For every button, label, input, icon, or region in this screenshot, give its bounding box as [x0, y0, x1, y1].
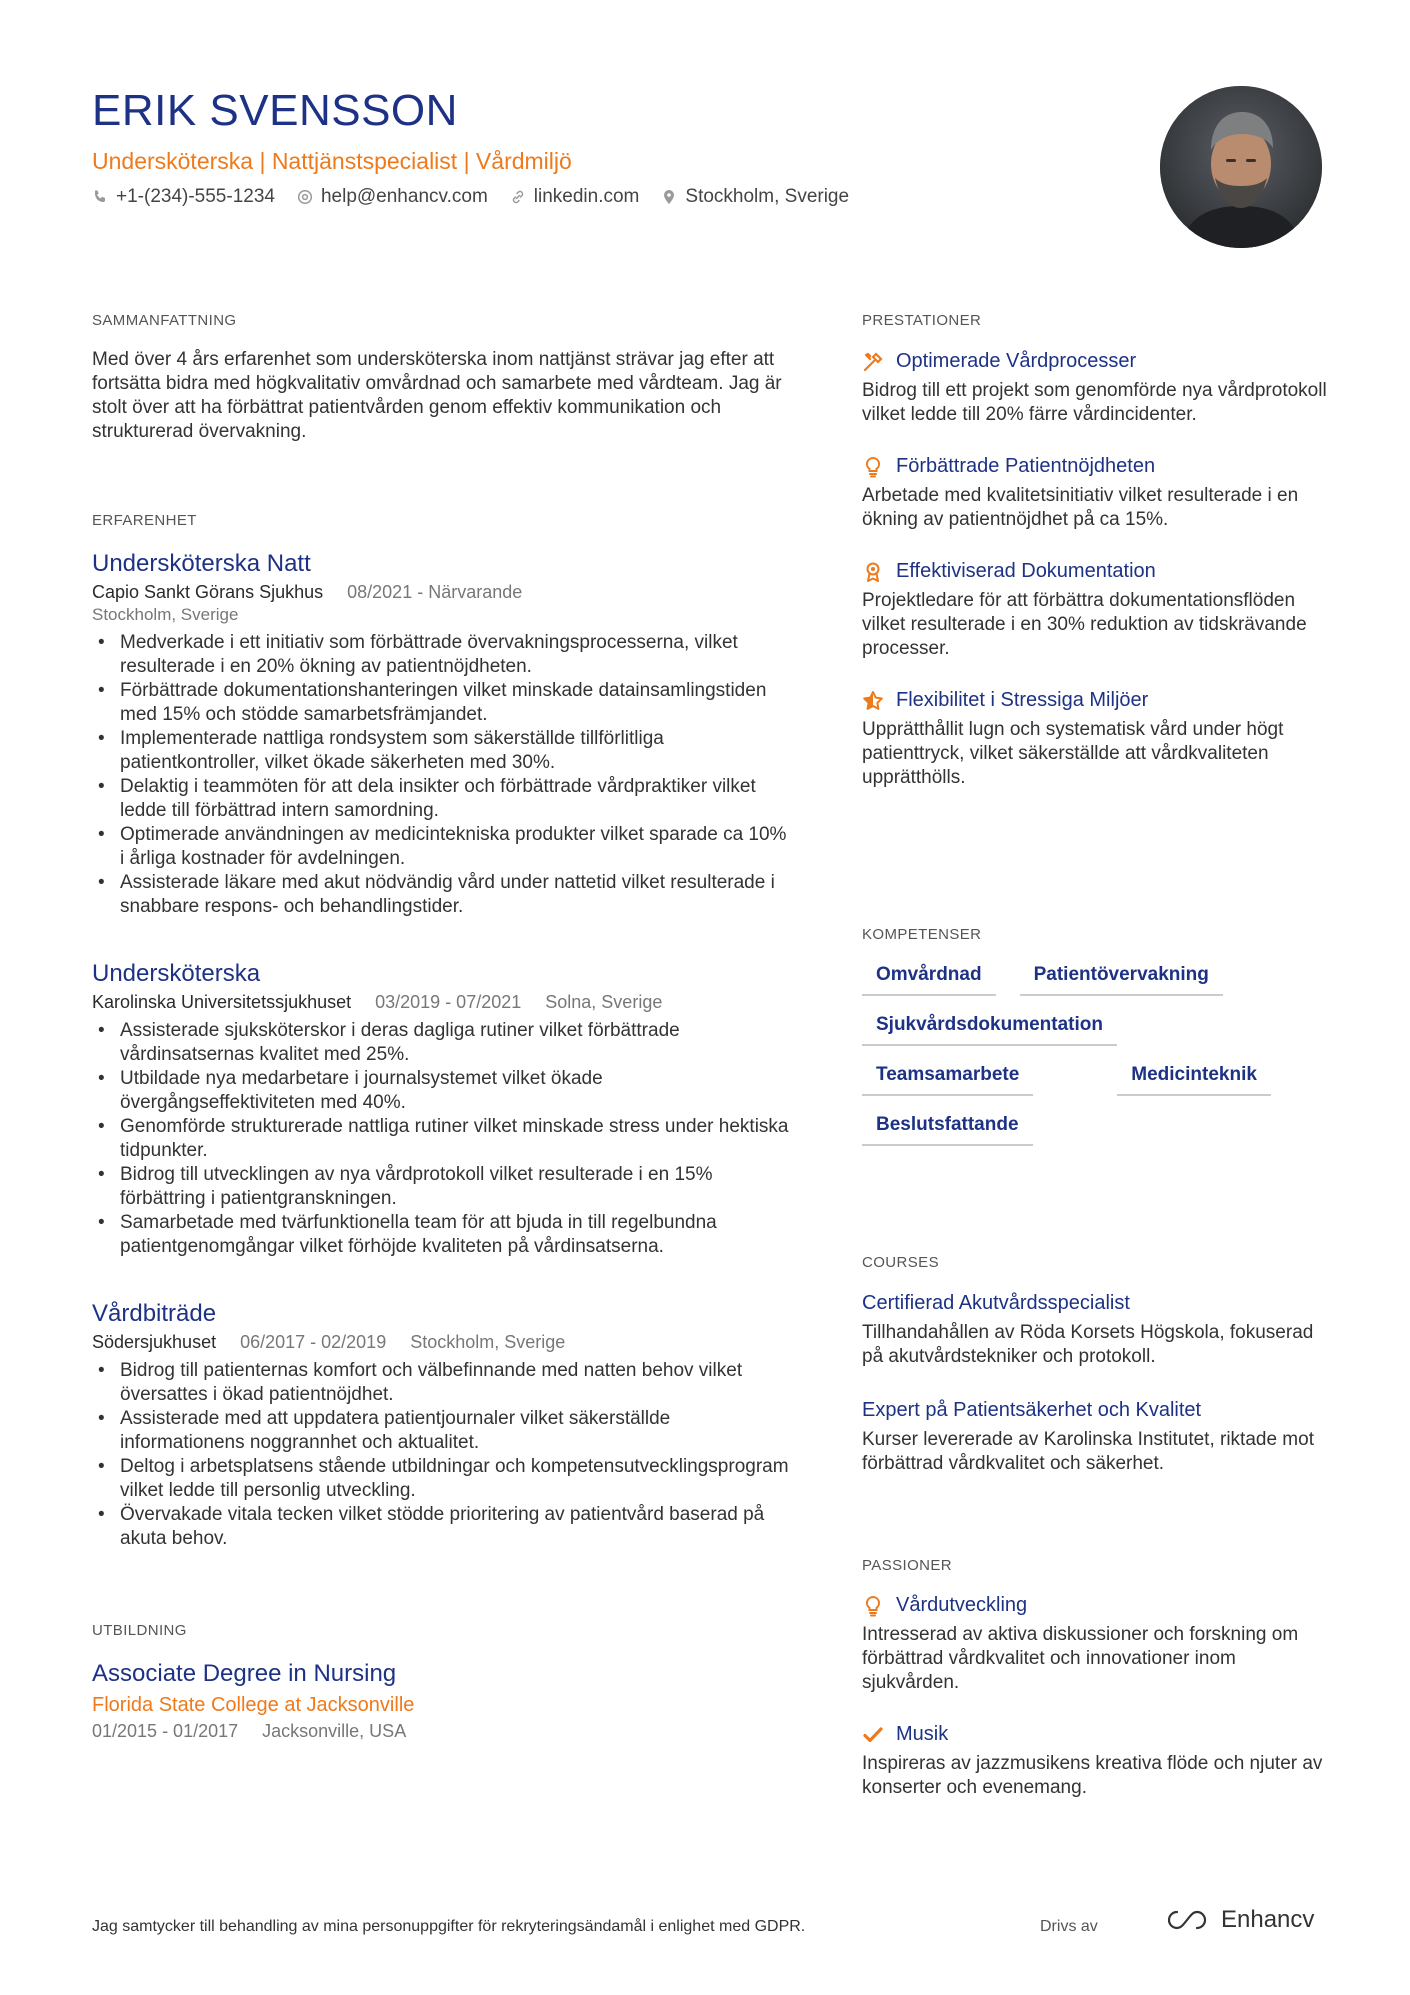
achievement-item: [862, 455, 1332, 532]
contact-phone[interactable]: [92, 186, 275, 208]
job-location: Stockholm, Sverige: [410, 1332, 566, 1352]
achievement-text: Projektledare för att förbättra dokumentationsflöden vilket resulterade i en 30% reduktion av tidskrävande processer.: [862, 590, 1307, 659]
job-bullets: [92, 1359, 792, 1551]
contact-email-text: help@enhancv.com: [320, 186, 488, 207]
job-entry: [92, 960, 792, 1259]
lightbulb-icon: [862, 456, 884, 478]
job-company: Södersjukhuset: [92, 1332, 217, 1352]
achievement-text: Upprätthållit lugn och systematisk vård under högt patienttryck, vilket säkerställde att vårdkvaliteten upprätthölls.: [862, 719, 1284, 788]
passion-item: [862, 1594, 1332, 1695]
passion-header: [862, 1594, 1332, 1617]
achievement-title: Flexibilitet i Stressiga Miljöer: [896, 689, 1149, 711]
job-bullet: • Förbättrade dokumentationshanteringen vilket minskade datainsamlingstiden med 15% och stödde samarbetsfrämjandet.: [92, 679, 792, 727]
skill-tag: Omvårdnad: [862, 964, 996, 996]
job-bullet: • Bidrog till utvecklingen av nya vårdprotokoll vilket resulterade i en 15% förbättring i patientgranskningen.: [92, 1163, 792, 1211]
job-dates: 06/2017 - 02/2019: [240, 1332, 387, 1352]
job-dates: 03/2019 - 07/2021: [375, 992, 522, 1012]
powered-by-label: Drivs av: [1040, 1918, 1098, 1935]
degree-title: Associate Degree in Nursing: [92, 1660, 397, 1687]
courses-heading: COURSES: [862, 1254, 939, 1271]
job-company: Karolinska Universitetssjukhuset: [92, 992, 352, 1012]
job-bullet: • Delaktig i teammöten för att dela insikter och förbättrade vårdpraktiker vilket ledde till förbättrad intern samordning.: [92, 775, 792, 823]
contact-email[interactable]: [297, 186, 488, 208]
achievement-item: [862, 350, 1332, 427]
contact-row: [92, 186, 849, 208]
brand-name: Enhancv: [1221, 1906, 1315, 1933]
summary-text: Med över 4 års erfarenhet som undersköterska inom nattjänst strävar jag efter att fortsätta bidra med högkvalitativ omvårdnad och samarbete med vårdteam. Jag är stolt över att ha förbättrat patientvården genom effektiv kommunikation och strukturerad övervakning.: [92, 349, 782, 442]
job-location: Solna, Sverige: [545, 992, 663, 1012]
course-text: Kurser levererade av Karolinska Institutet, riktade mot förbättrad vårdkvalitet och säkerhet.: [862, 1429, 1314, 1474]
achievements-section: [862, 350, 1332, 818]
job-dates: 08/2021 - Närvarande: [347, 582, 523, 602]
achievement-header: [862, 350, 1332, 373]
skill-tag: Patientövervakning: [1020, 964, 1223, 996]
contact-location: [661, 186, 849, 208]
course-title: Certifierad Akutvårdsspecialist: [862, 1292, 1130, 1314]
achievement-item: [862, 560, 1332, 661]
job-title: Undersköterska Natt: [92, 550, 311, 577]
contact-phone-text: +1-(234)-555-1234: [116, 186, 275, 207]
job-bullet: • Optimerade användningen av medicintekniska produkter vilket sparade ca 10% i årliga kostnader för avdelningen.: [92, 823, 792, 871]
job-meta: [92, 992, 792, 1013]
job-bullet: • Övervakade vitala tecken vilket stödde prioritering av patientvård baserad på akuta behov.: [92, 1503, 792, 1551]
passion-title: Musik: [896, 1723, 949, 1745]
achievement-item: [862, 689, 1332, 790]
job-bullet: • Assisterade sjuksköterskor i deras dagliga rutiner vilket förbättrade vårdinsatsernas kvalitet med 25%.: [92, 1019, 792, 1067]
job-location: Stockholm, Sverige: [92, 605, 239, 624]
contact-linkedin[interactable]: [510, 186, 640, 208]
passion-title: Vårdutveckling: [896, 1594, 1028, 1616]
course-item: [862, 1399, 1332, 1476]
link-icon: [510, 189, 526, 205]
job-entry: [92, 1300, 792, 1551]
achievement-header: [862, 689, 1332, 712]
job-title: Vårdbiträde: [92, 1300, 217, 1327]
achievements-heading: PRESTATIONER: [862, 312, 982, 329]
job-bullets: [92, 631, 792, 919]
enhancv-logo[interactable]: [1165, 1906, 1314, 1934]
star-icon: [862, 690, 884, 712]
contact-linkedin-text: linkedin.com: [533, 186, 640, 207]
job-meta: [92, 582, 792, 603]
course-text: Tillhandahållen av Röda Korsets Högskola, fokuserad på akutvårdstekniker och protokoll.: [862, 1322, 1314, 1367]
job-bullet: • Assisterade med att uppdatera patientjournaler vilket säkerställde informationens noggrannhet och aktualitet.: [92, 1407, 792, 1455]
job-bullet: • Samarbetade med tvärfunktionella team för att bjuda in till regelbundna patientgenomgångar vilket förhöjde kvaliteten på vårdinsatserna.: [92, 1211, 792, 1259]
course-title: Expert på Patientsäkerhet och Kvalitet: [862, 1399, 1202, 1421]
contact-location-text: Stockholm, Sverige: [685, 186, 850, 207]
skill-tags: [862, 964, 1282, 1146]
location-icon: [661, 189, 677, 205]
job-bullet: • Bidrog till patienternas komfort och välbefinnande med natten behov vilket översattes i ökad patientnöjdhet.: [92, 1359, 792, 1407]
skill-tag: Teamsamarbete: [862, 1064, 1033, 1096]
gdpr-consent: Jag samtycker till behandling av mina personuppgifter för rekryteringsändamål i enlighet med GDPR.: [92, 1918, 806, 1935]
achievement-text: Bidrog till ett projekt som genomförde nya vårdprotokoll vilket ledde till 20% färre vårdincidenter.: [862, 380, 1327, 425]
tools-icon: [862, 351, 884, 373]
skill-tag: Medicinteknik: [1117, 1064, 1271, 1096]
achievement-text: Arbetade med kvalitetsinitiativ vilket resulterade i en ökning av patientnöjdhet på ca 15%.: [862, 485, 1299, 530]
skill-tag: Beslutsfattande: [862, 1114, 1033, 1146]
achievement-title: Effektiviserad Dokumentation: [896, 560, 1156, 582]
candidate-tagline: Undersköterska | Nattjänstspecialist | Vårdmiljö: [92, 148, 572, 174]
job-bullet: • Genomförde strukturerade nattliga rutiner vilket minskade stress under hektiska tidpunkter.: [92, 1115, 792, 1163]
job-bullet: • Deltog i arbetsplatsens stående utbildningar och kompetensutvecklingsprogram vilket ledde till personlig utveckling.: [92, 1455, 792, 1503]
education-entry: [92, 1660, 792, 1742]
job-entry: [92, 550, 792, 919]
school-name: Florida State College at Jacksonville: [92, 1694, 415, 1716]
achievement-header: [862, 455, 1332, 478]
job-bullets: [92, 1019, 792, 1259]
job-bullet: • Assisterade läkare med akut nödvändig vård under nattetid vilket resulterade i snabbare respons- och behandlingstider.: [92, 871, 792, 919]
course-item: [862, 1292, 1332, 1369]
job-company: Capio Sankt Görans Sjukhus: [92, 582, 324, 602]
education-location: Jacksonville, USA: [262, 1721, 407, 1741]
skills-heading: KOMPETENSER: [862, 926, 982, 943]
lightbulb-icon: [862, 1595, 884, 1617]
passion-text: Inspireras av jazzmusikens kreativa flöde och njuter av konserter och evenemang.: [862, 1753, 1323, 1798]
experience-heading: ERFARENHET: [92, 512, 197, 529]
achievement-header: [862, 560, 1332, 583]
phone-icon: [92, 189, 108, 205]
passion-text: Intresserad av aktiva diskussioner och forskning om förbättrad vårdkvalitet och innovationer inom sjukvården.: [862, 1624, 1299, 1693]
job-bullet: • Medverkade i ett initiativ som förbättrade övervakningsprocesserna, vilket resulterade i en 20% ökning av patientnöjdheten.: [92, 631, 792, 679]
courses-section: [862, 1292, 1332, 1476]
candidate-name: ERIK SVENSSON: [92, 86, 458, 135]
job-bullet: • Utbildade nya medarbetare i journalsystemet vilket ökade övergångseffektiviteten med 40%.: [92, 1067, 792, 1115]
education-heading: UTBILDNING: [92, 1622, 187, 1639]
enhancv-logo-icon: [1165, 1908, 1211, 1932]
job-meta: [92, 1332, 792, 1353]
passions-section: [862, 1594, 1332, 1828]
job-title: Undersköterska: [92, 960, 261, 987]
job-bullet: • Implementerade nattliga rondsystem som säkerställde tillförlitliga patientkontroller, vilket ökade säkerheten med 30%.: [92, 727, 792, 775]
summary-heading: SAMMANFATTNING: [92, 312, 237, 329]
passions-heading: PASSIONER: [862, 1557, 953, 1574]
passion-item: [862, 1723, 1332, 1800]
education-meta: [92, 1721, 792, 1742]
education-dates: 01/2015 - 01/2017: [92, 1721, 239, 1741]
check-icon: [862, 1724, 884, 1746]
at-icon: [297, 189, 313, 205]
achievement-title: Optimerade Vårdprocesser: [896, 350, 1137, 372]
achievement-title: Förbättrade Patientnöjdheten: [896, 455, 1156, 477]
passion-header: [862, 1723, 1332, 1746]
skill-tag: Sjukvårdsdokumentation: [862, 1014, 1117, 1046]
summary-section: [92, 348, 792, 444]
skills-section: [862, 964, 1332, 1146]
medal-icon: [862, 561, 884, 583]
profile-photo: [1160, 86, 1322, 248]
